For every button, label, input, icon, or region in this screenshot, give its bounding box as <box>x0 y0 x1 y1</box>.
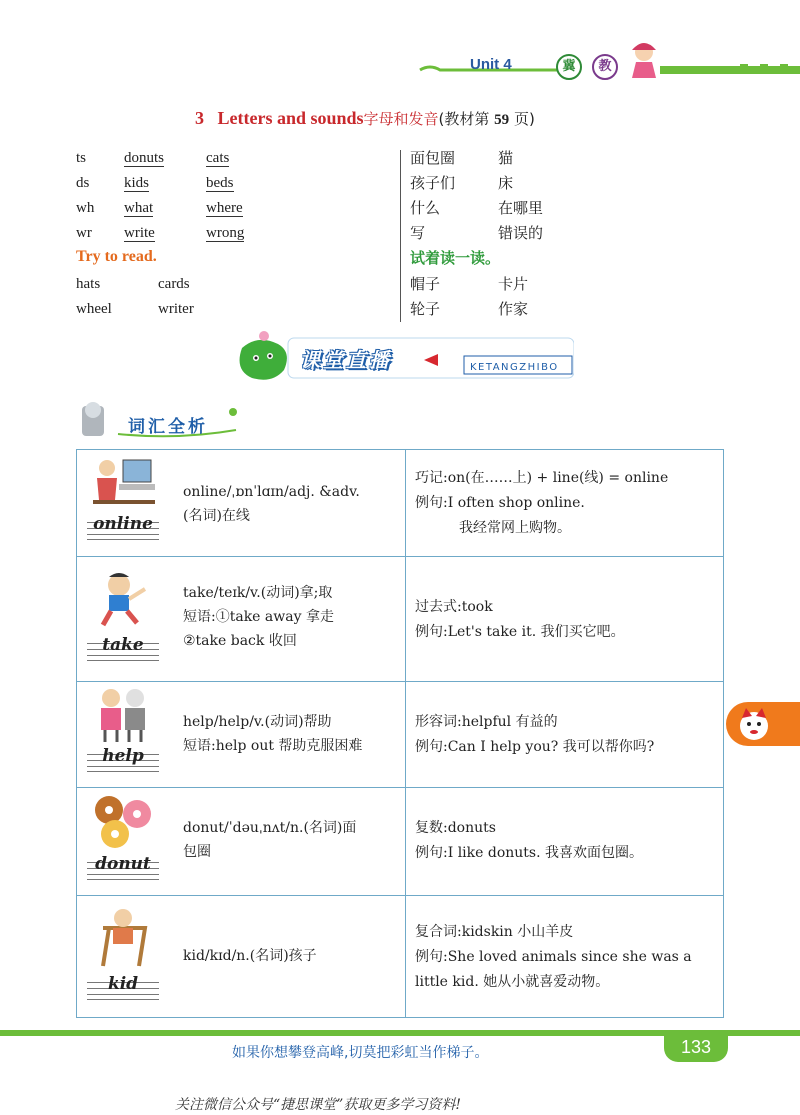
donuts-icon <box>89 794 159 850</box>
vocab-notes: 形容词:helpful 有益的 例句:Can I help you? 我可以帮你吗? <box>415 714 655 755</box>
banner-title: 课堂直播 <box>300 348 392 372</box>
try-to-read-zh: 试着读一读。 <box>410 249 501 267</box>
vocab-definition: take/teɪk/v.(动词)拿;取 短语:①take away 拿走 ②take back 收回 <box>183 585 334 649</box>
vocab-notes: 复合词:kidskin 小山羊皮 例句:She loved animals since she was a little kid. 她从小就喜爱动物。 <box>415 924 692 990</box>
cell-divider <box>405 450 406 556</box>
try-zh-column-2: 卡片 作家 <box>498 275 529 318</box>
running-boy-icon <box>89 571 159 627</box>
cell-divider <box>405 788 406 895</box>
word-column-1: donuts kids what write <box>124 150 165 241</box>
ji-badge: 冀 <box>556 54 582 80</box>
page-number: 133 <box>664 1030 728 1062</box>
column-divider <box>400 150 401 322</box>
vocab-notes: 复数:donuts 例句:I like donuts. 我喜欢面包圈。 <box>415 820 644 861</box>
vocab-word: donut <box>95 854 151 874</box>
try-word-column-2: cards writer <box>158 276 194 317</box>
kid-high-chair-icon <box>89 908 159 968</box>
cell-divider <box>405 557 406 681</box>
vocab-definition: donut/ˈdəuˌnʌt/n.(名词)面 包圈 <box>183 820 357 860</box>
vocab-title: 词汇全析 <box>128 417 208 437</box>
vocab-notes: 过去式:took 例句:Let's take it. 我们买它吧。 <box>415 599 625 640</box>
vocab-definition: kid/kɪd/n.(名词)孩子 <box>183 948 317 964</box>
sound-column: ts ds wh wr <box>76 150 95 241</box>
watermark: 关注微信公众号“捷思课堂”获取更多学习资料! <box>175 1097 461 1113</box>
helping-elderly-icon <box>89 686 159 742</box>
side-tab <box>726 702 800 746</box>
vocab-word: online <box>93 514 153 534</box>
vocab-word: kid <box>107 974 139 994</box>
cell-divider <box>405 896 406 1018</box>
cell-divider <box>405 682 406 787</box>
try-word-column-1: hats wheel <box>76 276 112 317</box>
section-title: 3 Letters and sounds字母和发音(教材第 59 页) <box>195 108 535 128</box>
girl-mascot-icon <box>624 38 664 80</box>
try-to-read-heading: Try to read. <box>76 248 157 265</box>
vocab-definition: online/ˌɒnˈlɑɪn/adj. &adv. (名词)在线 <box>183 484 360 524</box>
word-column-2: cats beds where wrong <box>206 150 245 241</box>
table-row <box>77 896 723 1018</box>
computer-user-icon <box>89 456 159 508</box>
table-row <box>77 450 723 557</box>
vocab-notes: 巧记:on(在……上) + line(线) = online 例句:I often shop online. 我经常网上购物。 <box>415 470 669 536</box>
mascot-face-icon <box>734 704 774 744</box>
unit-label: Unit 4 <box>470 56 512 73</box>
try-zh-column-1: 帽子 轮子 <box>410 275 441 318</box>
vocab-word: help <box>102 746 144 766</box>
classroom-banner <box>228 330 574 386</box>
zh-column-1: 面包圈 孩子们 什么 写 <box>410 149 456 242</box>
vocab-table <box>76 449 724 1018</box>
vocab-definition: help/help/v.(动词)帮助 短语:help out 帮助克服困难 <box>183 714 363 754</box>
table-row <box>77 557 723 682</box>
banner-pinyin: KETANGZHIBO <box>470 362 559 373</box>
footer-motto: 如果你想攀登高峰,切莫把彩虹当作梯子。 <box>232 1045 489 1061</box>
zh-column-2: 猫 床 在哪里 错误的 <box>498 149 544 242</box>
jiao-badge: 教 <box>592 54 618 80</box>
vocab-word: take <box>102 635 144 655</box>
header-decoration <box>0 62 800 78</box>
table-row <box>77 788 723 896</box>
table-row <box>77 682 723 788</box>
